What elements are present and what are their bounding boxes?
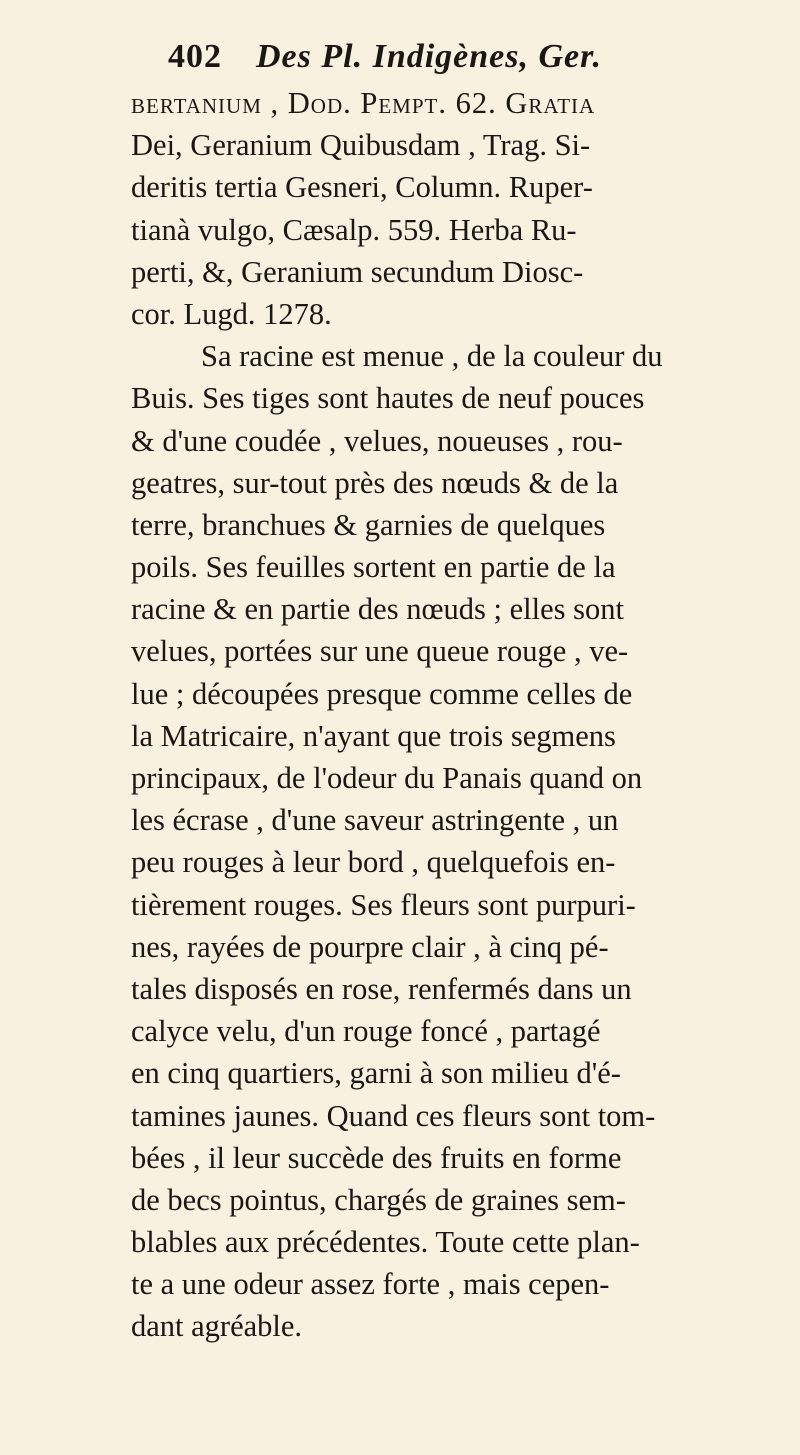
text-line: en cinq quartiers, garni à son milieu d'é- bbox=[131, 1056, 621, 1091]
text-line: deritis tertia Gesneri, Column. Ruper- bbox=[131, 170, 593, 205]
running-title: Des Pl. Indigènes, Ger. bbox=[256, 38, 602, 75]
text-line: les écrase , d'une saveur astringente , un bbox=[131, 803, 619, 838]
text-line: & d'une coudée , velues, noueuses , rou- bbox=[131, 423, 623, 458]
text-line: dant agréable. bbox=[131, 1309, 303, 1344]
text-line: poils. Ses feuilles sortent en partie de la bbox=[131, 550, 616, 585]
text-line: Buis. Ses tiges sont hautes de neuf pouces bbox=[131, 381, 645, 416]
text-line: tales disposés en rose, renfermés dans un bbox=[131, 971, 632, 1006]
text-line: terre, branchues & garnies de quelques bbox=[131, 507, 606, 542]
text-line: tianà vulgo, Cæsalp. 559. Herba Ru- bbox=[131, 212, 577, 247]
page-number: 402 bbox=[168, 38, 222, 75]
text-line: la Matricaire, n'ayant que trois segmens bbox=[131, 718, 616, 753]
page-header bbox=[168, 38, 788, 88]
paragraph-start-line: Sa racine est menue , de la couleur du bbox=[201, 339, 663, 374]
text-line: te a une odeur assez forte , mais cepen- bbox=[131, 1267, 610, 1302]
text-line: velues, portées sur une queue rouge , ve- bbox=[131, 634, 629, 669]
text-line: calyce velu, d'un rouge foncé , partagé bbox=[131, 1014, 601, 1049]
text-line: cor. Lugd. 1278. bbox=[131, 296, 332, 331]
text-line: Dei, Geranium Quibusdam , Trag. Si- bbox=[131, 128, 591, 163]
text-line: blables aux précédentes. Toute cette plan- bbox=[131, 1225, 640, 1260]
text-line: tamines jaunes. Quand ces fleurs sont tom- bbox=[131, 1098, 656, 1133]
text-line: bertanium , Dod. Pempt. 62. Gratia bbox=[131, 86, 596, 120]
text-line: lue ; découpées presque comme celles de bbox=[131, 676, 633, 711]
text-line: peu rouges à leur bord , quelquefois en- bbox=[131, 845, 616, 880]
text-line: nes, rayées de pourpre clair , à cinq pé- bbox=[131, 929, 609, 964]
text-line: de becs pointus, chargés de graines sem- bbox=[131, 1182, 626, 1217]
text-line: principaux, de l'odeur du Panais quand on bbox=[131, 761, 643, 795]
text-line: perti, &, Geranium secundum Diosc- bbox=[131, 254, 584, 289]
text-line: geatres, sur-tout près des nœuds & de la bbox=[131, 465, 619, 500]
text-line: bées , il leur succède des fruits en forme bbox=[131, 1140, 622, 1175]
text-line: racine & en partie des nœuds ; elles sont bbox=[131, 592, 624, 627]
body-text bbox=[131, 82, 791, 1348]
text-line: tièrement rouges. Ses fleurs sont purpuri- bbox=[131, 887, 636, 922]
